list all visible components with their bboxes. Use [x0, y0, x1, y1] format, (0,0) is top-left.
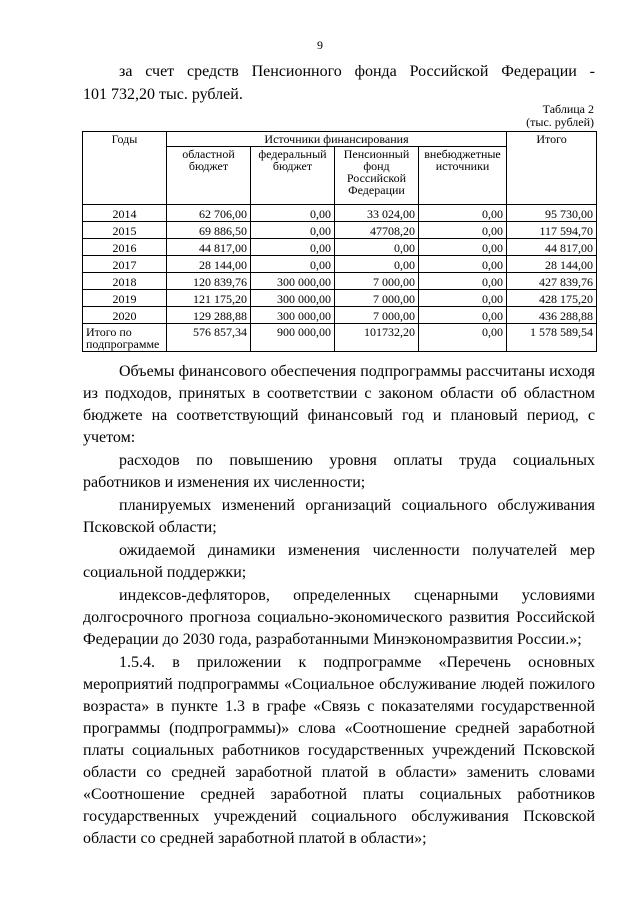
cell-federal: 900 000,00 — [251, 324, 335, 352]
total-row — [83, 324, 597, 352]
table-row — [83, 307, 597, 324]
cell-year: 2017 — [83, 256, 167, 273]
cell-pension: 33 024,00 — [335, 205, 419, 222]
cell-federal: 0,00 — [251, 205, 335, 222]
cell-year: 2019 — [83, 290, 167, 307]
cell-offbudget: 0,00 — [419, 205, 507, 222]
paragraph: Объемы финансового обеспечения подпрограммы рассчитаны исходя из подходов, принятых в соответствии с законом области об областном бюджете на соответствующий финансовый год и плановый период, с учетом: — [83, 363, 595, 446]
cell-pension: 0,00 — [335, 256, 419, 273]
cell-year: 2014 — [83, 205, 167, 222]
paragraph: планируемых изменений организаций социального обслуживания Псковской области; — [83, 497, 595, 536]
paragraph: ожидаемой динамики изменения численности получателей мер социальной поддержки; — [83, 542, 595, 581]
cell-offbudget: 0,00 — [419, 307, 507, 324]
cell-federal: 0,00 — [251, 256, 335, 273]
cell-federal: 300 000,00 — [251, 307, 335, 324]
cell-offbudget: 0,00 — [419, 324, 507, 352]
cell-total: 44 817,00 — [507, 239, 597, 256]
paragraph: индексов-дефляторов, определенных сценарными условиями долгосрочного прогноза социально-экономического развития Российской Федерации до 2030 года, разработанными Минэкономразвития России.»; — [83, 587, 595, 648]
table-row — [83, 256, 597, 273]
cell-offbudget: 0,00 — [419, 256, 507, 273]
header-pension-fund: Пенсионный фонд Российской Федерации — [335, 147, 419, 205]
cell-regional: 576 857,34 — [167, 324, 251, 352]
table-row — [83, 222, 597, 239]
cell-regional: 62 706,00 — [167, 205, 251, 222]
header-federal-budget: федеральный бюджет — [251, 147, 335, 205]
cell-offbudget: 0,00 — [419, 239, 507, 256]
cell-year: 2020 — [83, 307, 167, 324]
table-caption — [526, 103, 594, 129]
table-row — [83, 273, 597, 290]
cell-pension: 7 000,00 — [335, 273, 419, 290]
table-body — [83, 205, 597, 352]
cell-total: 117 594,70 — [507, 222, 597, 239]
paragraph: 1.5.4. в приложении к подпрограмме «Перечень основных мероприятий подпрограммы «Социальное обслуживание людей пожилого возраста» в пункте 1.3 в графе «Связь с показателями государственной программы (подпрограммы)» слова «Соотношение средней заработной платы социальных работников государственных учреждений Псковской области со средней заработной платой в области» заменить словами «Соотношение средней заработной платы социальных работников государственных учреждений социального обслуживания Псковской области со средней заработной платой в области»; — [83, 654, 595, 847]
intro-line-2: 101 732,20 тыс. рублей. — [83, 86, 243, 103]
cell-federal: 300 000,00 — [251, 273, 335, 290]
cell-pension: 101732,20 — [335, 324, 419, 352]
table-row — [83, 239, 597, 256]
cell-regional: 28 144,00 — [167, 256, 251, 273]
cell-total-label: Итого по подпрограмме — [83, 324, 167, 352]
cell-offbudget: 0,00 — [419, 222, 507, 239]
cell-regional: 44 817,00 — [167, 239, 251, 256]
cell-year: 2015 — [83, 222, 167, 239]
cell-regional: 69 886,50 — [167, 222, 251, 239]
cell-offbudget: 0,00 — [419, 273, 507, 290]
cell-pension: 47708,20 — [335, 222, 419, 239]
intro-line-1: за счет средств Пенсионного фонда Российской Федерации - — [119, 63, 595, 80]
cell-total: 428 175,20 — [507, 290, 597, 307]
cell-total: 427 839,76 — [507, 273, 597, 290]
header-regional-budget: областной бюджет — [167, 147, 251, 205]
cell-total: 28 144,00 — [507, 256, 597, 273]
header-years: Годы — [83, 132, 167, 205]
financing-table — [82, 131, 597, 352]
cell-total: 95 730,00 — [507, 205, 597, 222]
cell-regional: 121 175,20 — [167, 290, 251, 307]
header-total: Итого — [507, 132, 597, 205]
cell-total: 436 288,88 — [507, 307, 597, 324]
cell-pension: 0,00 — [335, 239, 419, 256]
cell-offbudget: 0,00 — [419, 290, 507, 307]
table-title: Таблица 2 — [542, 102, 594, 116]
cell-regional: 129 288,88 — [167, 307, 251, 324]
cell-federal: 0,00 — [251, 222, 335, 239]
table-unit: (тыс. рублей) — [526, 115, 594, 129]
header-sources: Источники финансирования — [167, 132, 507, 147]
table-row — [83, 290, 597, 307]
table-row — [83, 205, 597, 222]
cell-year: 2016 — [83, 239, 167, 256]
page-number: 9 — [317, 38, 323, 52]
body-text — [83, 361, 595, 850]
cell-grand-total: 1 578 589,54 — [507, 324, 597, 352]
cell-year: 2018 — [83, 273, 167, 290]
cell-pension: 7 000,00 — [335, 290, 419, 307]
cell-federal: 300 000,00 — [251, 290, 335, 307]
cell-federal: 0,00 — [251, 239, 335, 256]
cell-pension: 7 000,00 — [335, 307, 419, 324]
header-off-budget: внебюджетные источники — [419, 147, 507, 205]
cell-regional: 120 839,76 — [167, 273, 251, 290]
paragraph: расходов по повышению уровня оплаты труда социальных работников и изменения их численности; — [83, 452, 595, 491]
intro-text — [83, 60, 595, 106]
